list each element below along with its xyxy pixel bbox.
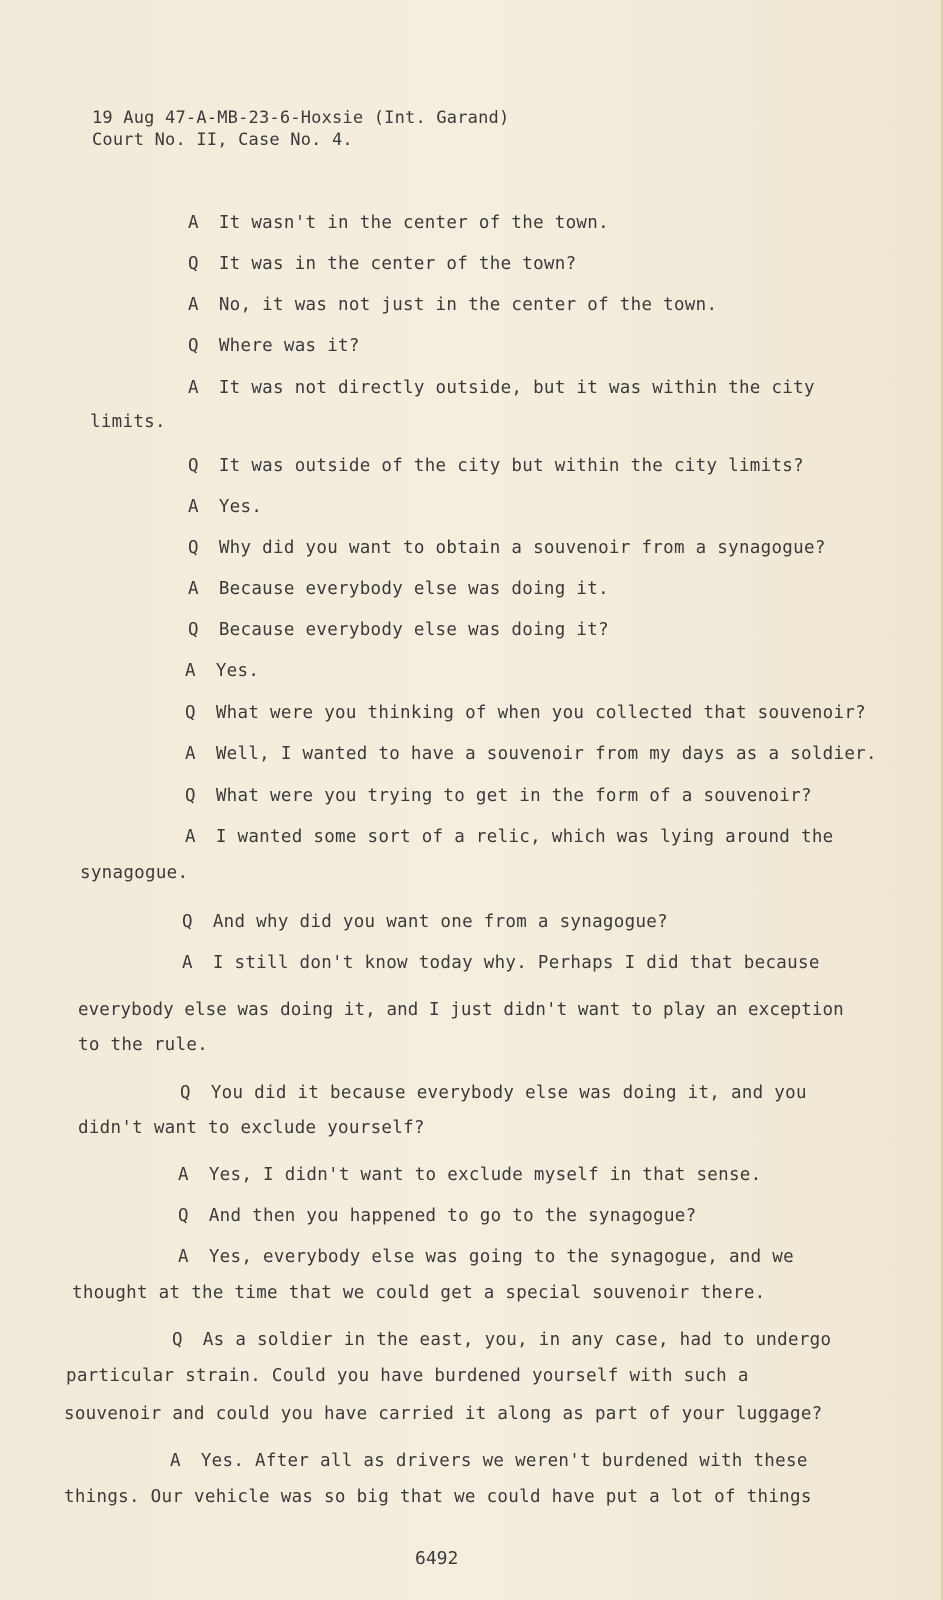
transcript-line	[185, 703, 866, 723]
transcript-line	[188, 213, 609, 233]
line-text: Why did you want to obtain a souvenoir from a synagogue?	[218, 538, 826, 558]
line-text: Because everybody else was doing it.	[218, 579, 609, 599]
line-text: Well, I wanted to have a souvenoir from my days as a soldier.	[215, 744, 877, 764]
line-text: And then you happened to go to the synagogue?	[208, 1206, 697, 1226]
line-text: No, it was not just in the center of the town.	[218, 295, 718, 315]
transcript-continuation	[72, 1283, 766, 1303]
speaker-label: Q	[188, 538, 199, 558]
transcript-line	[178, 1165, 761, 1185]
speaker-label: Q	[172, 1330, 183, 1350]
line-text: Yes.	[215, 661, 260, 681]
transcript-line	[188, 620, 609, 640]
speaker-label: Q	[182, 912, 193, 932]
transcript-line	[188, 295, 717, 315]
speaker-label: A	[188, 295, 199, 315]
transcript-line	[182, 912, 668, 932]
line-text: limits.	[90, 412, 166, 432]
transcript-line	[182, 953, 820, 973]
transcript-line	[178, 1206, 696, 1226]
speaker-label: A	[178, 1165, 189, 1185]
line-text: Where was it?	[218, 336, 360, 356]
speaker-label: Q	[188, 620, 199, 640]
transcript-continuation	[78, 1000, 844, 1020]
line-text: You did it because everybody else was doing it, and you	[210, 1083, 807, 1103]
line-text: It was outside of the city but within the city limits?	[218, 456, 804, 476]
line-text: Yes, I didn't want to exclude myself in that sense.	[208, 1165, 762, 1185]
speaker-label: Q	[178, 1206, 189, 1226]
line-text: It was in the center of the town?	[218, 254, 577, 274]
line-text: synagogue.	[80, 863, 189, 883]
transcript-line	[188, 497, 262, 517]
speaker-label: A	[188, 378, 199, 398]
line-text: It wasn't in the center of the town.	[218, 213, 609, 233]
header-line-1: 19 Aug 47-A-MB-23-6-Hoxsie (Int. Garand)	[92, 108, 510, 128]
speaker-label: Q	[185, 703, 196, 723]
transcript-line	[188, 254, 576, 274]
transcript-line	[185, 786, 812, 806]
transcript-continuation	[78, 1035, 208, 1055]
transcript-line	[180, 1083, 807, 1103]
transcript-line	[185, 661, 259, 681]
speaker-label: A	[185, 827, 196, 847]
line-text: And why did you want one from a synagogue?	[212, 912, 668, 932]
line-text: I still don't know today why. Perhaps I did that because	[212, 953, 820, 973]
speaker-label: Q	[188, 456, 199, 476]
speaker-label: A	[185, 744, 196, 764]
line-text: particular strain. Could you have burdened yourself with such a	[66, 1366, 749, 1386]
line-text: to the rule.	[78, 1035, 209, 1055]
transcript-continuation	[64, 1404, 823, 1424]
transcript-line	[188, 579, 609, 599]
speaker-label: Q	[188, 254, 199, 274]
transcript-continuation	[80, 863, 188, 883]
line-text: souvenoir and could you have carried it along as part of your luggage?	[64, 1404, 823, 1424]
speaker-label: A	[170, 1451, 181, 1471]
line-text: didn't want to exclude yourself?	[78, 1118, 425, 1138]
speaker-label: A	[188, 579, 199, 599]
transcript-line	[178, 1247, 794, 1267]
line-text: everybody else was doing it, and I just didn't want to play an exception	[78, 1000, 844, 1020]
line-text: things. Our vehicle was so big that we could have put a lot of things	[64, 1487, 812, 1507]
transcript-line	[188, 456, 804, 476]
transcript-line	[185, 744, 877, 764]
speaker-label: A	[188, 497, 199, 517]
line-text: Yes.	[218, 497, 263, 517]
line-text: It was not directly outside, but it was within the city	[218, 378, 815, 398]
transcript-line	[188, 378, 815, 398]
line-text: What were you thinking of when you collected that souvenoir?	[215, 703, 866, 723]
speaker-label: Q	[185, 786, 196, 806]
line-text: Because everybody else was doing it?	[218, 620, 609, 640]
transcript-line	[185, 827, 834, 847]
speaker-label: A	[188, 213, 199, 233]
transcript-continuation	[64, 1487, 812, 1507]
line-text: Yes. After all as drivers we weren't burdened with these	[200, 1451, 808, 1471]
speaker-label: A	[178, 1247, 189, 1267]
transcript-continuation	[66, 1366, 749, 1386]
transcript-line	[188, 336, 360, 356]
line-text: As a soldier in the east, you, in any case, had to undergo	[202, 1330, 832, 1350]
speaker-label: Q	[188, 336, 199, 356]
speaker-label: A	[185, 661, 196, 681]
transcript-line	[188, 538, 826, 558]
line-text: What were you trying to get in the form of a souvenoir?	[215, 786, 812, 806]
speaker-label: A	[182, 953, 193, 973]
line-text: thought at the time that we could get a special souvenoir there.	[72, 1283, 766, 1303]
page-number: 6492	[415, 1548, 459, 1569]
header-line-2: Court No. II, Case No. 4.	[92, 130, 353, 150]
transcript-continuation	[78, 1118, 425, 1138]
transcript-line	[172, 1330, 831, 1350]
line-text: Yes, everybody else was going to the synagogue, and we	[208, 1247, 794, 1267]
transcript-line	[170, 1451, 808, 1471]
transcript-continuation	[90, 412, 166, 432]
speaker-label: Q	[180, 1083, 191, 1103]
line-text: I wanted some sort of a relic, which was lying around the	[215, 827, 834, 847]
